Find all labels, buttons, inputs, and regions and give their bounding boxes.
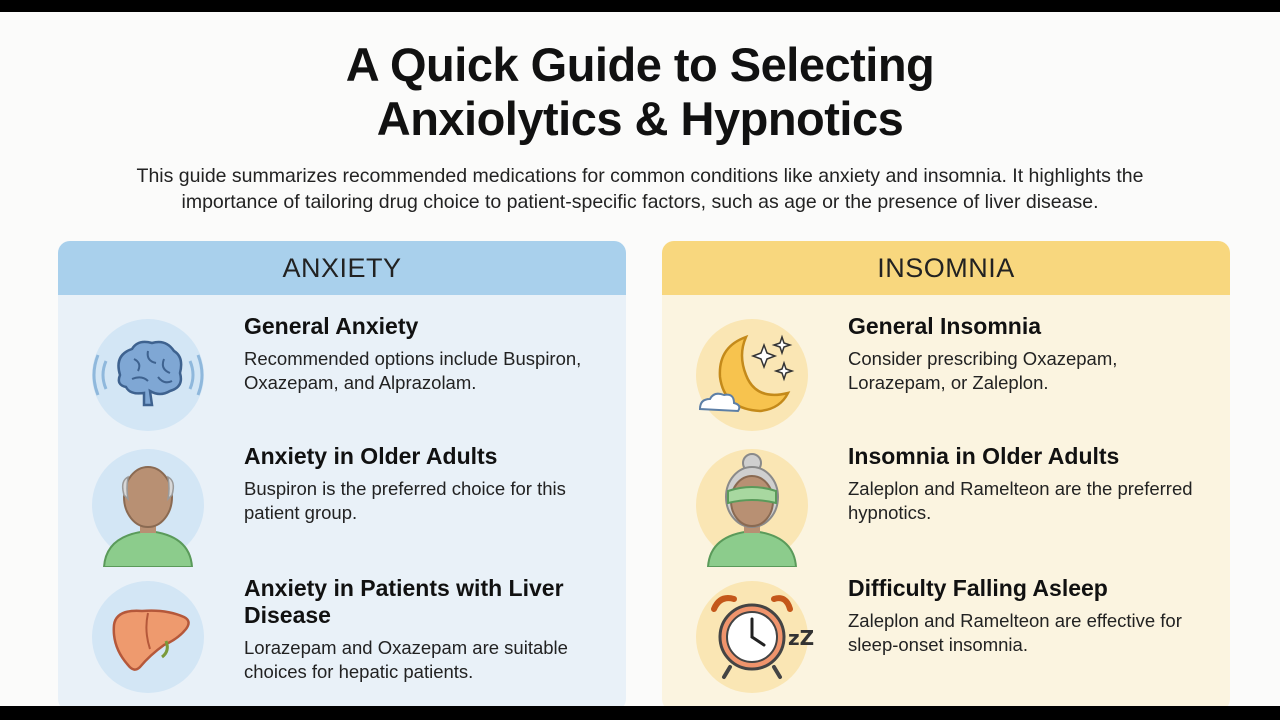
- anxiety-heading: ANXIETY: [58, 241, 626, 295]
- anxiety-liver-disease-desc: Lorazepam and Oxazepam are suitable choices for hepatic patients.: [244, 637, 568, 682]
- brain-icon: [86, 313, 210, 437]
- anxiety-liver-disease-title: Anxiety in Patients with Liver Disease: [244, 575, 564, 628]
- liver-icon: [86, 575, 210, 699]
- anxiety-liver-disease-text: [244, 575, 614, 684]
- insomnia-heading: INSOMNIA: [662, 241, 1230, 295]
- infographic-page: [0, 12, 1280, 706]
- anxiety-older-adults-title: Anxiety in Older Adults: [244, 443, 498, 469]
- general-anxiety-text: [244, 313, 614, 395]
- anxiety-panel: [58, 241, 626, 706]
- page-subtitle: This guide summarizes recommended medications for common conditions like anxiety and insomnia. It highlights the importance of tailoring drug choice to patient-specific factors, such as age or the presence of liver disease.: [136, 165, 1144, 213]
- general-anxiety-title: General Anxiety: [244, 313, 419, 339]
- page-title: A Quick Guide to Selecting Anxiolytics & Hypnotics: [345, 38, 935, 145]
- difficulty-falling-asleep-text: [848, 575, 1218, 657]
- insomnia-older-adults-text: [848, 443, 1218, 525]
- general-anxiety-desc: Recommended options include Buspiron, Oxazepam, and Alprazolam.: [244, 348, 582, 393]
- insomnia-older-adults-title: Insomnia in Older Adults: [848, 443, 1120, 469]
- zz-label: zZ: [788, 626, 814, 650]
- older-woman-sleep-mask-icon: [690, 443, 814, 567]
- general-insomnia-desc: Consider prescribing Oxazepam, Lorazepam, or Zaleplon.: [848, 348, 1118, 393]
- insomnia-older-adults-desc: Zaleplon and Ramelteon are the preferred hypnotics.: [848, 478, 1193, 523]
- older-man-icon: [86, 443, 210, 567]
- general-insomnia-text: [848, 313, 1218, 395]
- anxiety-older-adults-text: [244, 443, 614, 525]
- anxiety-older-adults-desc: Buspiron is the preferred choice for this patient group.: [244, 478, 566, 523]
- difficulty-falling-asleep-title: Difficulty Falling Asleep: [848, 575, 1108, 601]
- difficulty-falling-asleep-desc: Zaleplon and Ramelteon are effective for sleep-onset insomnia.: [848, 610, 1182, 655]
- alarm-clock-icon: [690, 575, 814, 699]
- moon-stars-icon: [690, 313, 814, 437]
- insomnia-panel: [662, 241, 1230, 706]
- general-insomnia-title: General Insomnia: [848, 313, 1042, 339]
